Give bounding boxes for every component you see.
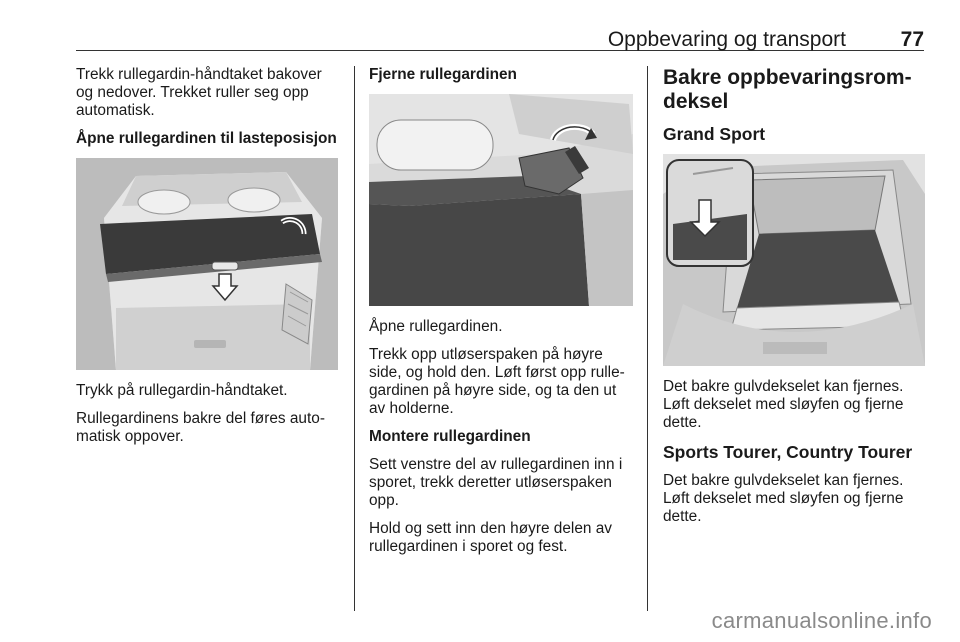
heading-rear-storage: Bakre oppbevaringsrom-deksel (663, 66, 912, 113)
step-insert-right: Hold og sett inn den høyre delen av rullegardinen i sporet og fest. (369, 520, 612, 555)
intro-paragraph: Trekk rullegardin-håndtaket bakover og nedover. Trekket ruller seg opp automatisk. (76, 66, 322, 119)
column-divider (647, 66, 648, 611)
heading-install-cover: Montere rullegardinen (369, 428, 531, 445)
cargo-cover-load-position-illustration (76, 158, 338, 370)
watermark: carmanualsonline.info (711, 608, 932, 633)
step-auto-lift: Rullegardinens bakre del føres auto-matisk oppover. (76, 410, 325, 445)
heading-remove-cover: Fjerne rullegardinen (369, 66, 517, 83)
column-left (76, 66, 338, 456)
heading-load-position: Åpne rullegardinen til lasteposisjon (76, 130, 337, 147)
subheading-sports-tourer: Sports Tourer, Country Tourer (663, 442, 913, 462)
column-divider (354, 66, 355, 611)
step-insert-left: Sett venstre del av rullegardinen inn i sporet, trekk deretter utløserspaken opp. (369, 456, 623, 509)
section-title: Oppbevaring og transport (607, 28, 846, 51)
cargo-cover-removal-illustration (369, 94, 633, 306)
sports-tourer-text: Det bakre gulvdekselet kan fjernes. Løft dekselet med sløyfen og fjerne dette. (663, 472, 904, 525)
step-pull-release: Trekk opp utløserspaken på høyre side, og hold den. Løft først opp rulle-gardinen på høyre side, og ta den ut av holderne. (369, 346, 625, 417)
step-open-cover: Åpne rullegardinen. (369, 318, 503, 335)
grand-sport-text: Det bakre gulvdekselet kan fjernes. Løft dekselet med sløyfen og fjerne dette. (663, 378, 904, 431)
page-header (76, 28, 924, 51)
column-right (663, 66, 925, 536)
column-middle (369, 66, 633, 566)
subheading-grand-sport: Grand Sport (663, 124, 766, 144)
page-number: 77 (900, 28, 924, 51)
step-press-handle: Trykk på rullegardin-håndtaket. (76, 382, 288, 399)
rear-floor-cover-illustration (663, 154, 925, 366)
